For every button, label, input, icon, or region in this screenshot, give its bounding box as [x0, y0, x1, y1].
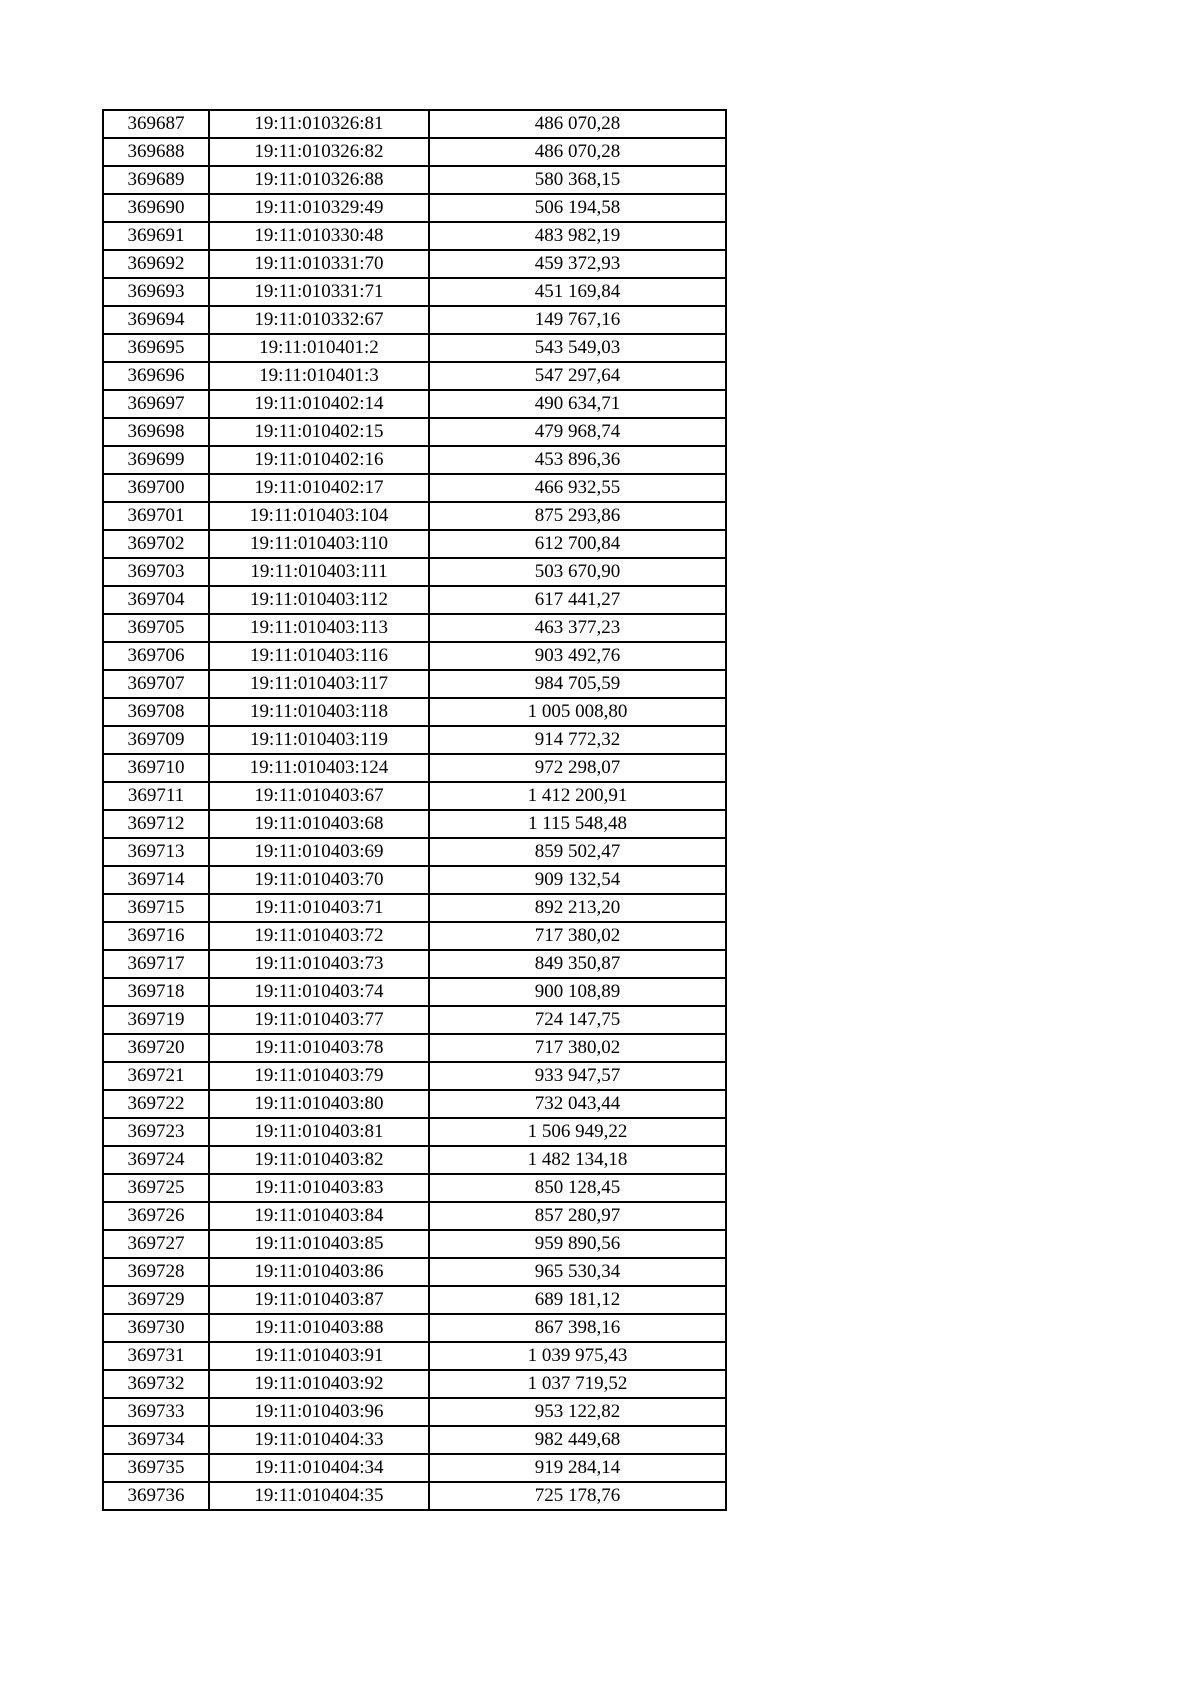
value-cell: 850 128,45 [429, 1174, 726, 1202]
row-number-cell: 369716 [103, 922, 209, 950]
row-number-cell: 369695 [103, 334, 209, 362]
table-row [103, 866, 726, 894]
table-row [103, 446, 726, 474]
cadastral-number-cell: 19:11:010403:69 [209, 838, 429, 866]
row-number-cell: 369719 [103, 1006, 209, 1034]
value-cell: 984 705,59 [429, 670, 726, 698]
row-number-cell: 369712 [103, 810, 209, 838]
table-row [103, 138, 726, 166]
row-number-cell: 369703 [103, 558, 209, 586]
value-cell: 149 767,16 [429, 306, 726, 334]
row-number-cell: 369713 [103, 838, 209, 866]
value-cell: 466 932,55 [429, 474, 726, 502]
table-row [103, 1146, 726, 1174]
row-number-cell: 369700 [103, 474, 209, 502]
table-row [103, 1202, 726, 1230]
cadastral-number-cell: 19:11:010403:72 [209, 922, 429, 950]
value-cell: 900 108,89 [429, 978, 726, 1006]
cadastral-number-cell: 19:11:010403:96 [209, 1398, 429, 1426]
cadastral-number-cell: 19:11:010403:71 [209, 894, 429, 922]
row-number-cell: 369692 [103, 250, 209, 278]
table-row [103, 1174, 726, 1202]
row-number-cell: 369735 [103, 1454, 209, 1482]
row-number-cell: 369705 [103, 614, 209, 642]
value-cell: 867 398,16 [429, 1314, 726, 1342]
table-row [103, 838, 726, 866]
value-cell: 914 772,32 [429, 726, 726, 754]
table-row [103, 1118, 726, 1146]
value-cell: 732 043,44 [429, 1090, 726, 1118]
data-table [102, 109, 727, 1511]
row-number-cell: 369710 [103, 754, 209, 782]
value-cell: 463 377,23 [429, 614, 726, 642]
row-number-cell: 369694 [103, 306, 209, 334]
cadastral-number-cell: 19:11:010403:67 [209, 782, 429, 810]
row-number-cell: 369697 [103, 390, 209, 418]
table-row [103, 390, 726, 418]
value-cell: 479 968,74 [429, 418, 726, 446]
cadastral-number-cell: 19:11:010403:87 [209, 1286, 429, 1314]
row-number-cell: 369698 [103, 418, 209, 446]
table-row [103, 1034, 726, 1062]
table-row [103, 334, 726, 362]
cadastral-number-cell: 19:11:010326:81 [209, 110, 429, 138]
cadastral-number-cell: 19:11:010403:84 [209, 1202, 429, 1230]
row-number-cell: 369725 [103, 1174, 209, 1202]
cadastral-number-cell: 19:11:010403:88 [209, 1314, 429, 1342]
table-row [103, 362, 726, 390]
value-cell: 1 482 134,18 [429, 1146, 726, 1174]
value-cell: 490 634,71 [429, 390, 726, 418]
row-number-cell: 369714 [103, 866, 209, 894]
table-row [103, 1370, 726, 1398]
value-cell: 580 368,15 [429, 166, 726, 194]
cadastral-number-cell: 19:11:010332:67 [209, 306, 429, 334]
table-row [103, 1006, 726, 1034]
table-row [103, 754, 726, 782]
cadastral-number-cell: 19:11:010403:116 [209, 642, 429, 670]
row-number-cell: 369732 [103, 1370, 209, 1398]
value-cell: 483 982,19 [429, 222, 726, 250]
value-cell: 1 037 719,52 [429, 1370, 726, 1398]
row-number-cell: 369734 [103, 1426, 209, 1454]
cadastral-number-cell: 19:11:010403:82 [209, 1146, 429, 1174]
table-row [103, 222, 726, 250]
row-number-cell: 369711 [103, 782, 209, 810]
table-row [103, 530, 726, 558]
table-row [103, 614, 726, 642]
table-row [103, 502, 726, 530]
value-cell: 725 178,76 [429, 1482, 726, 1510]
table-row [103, 558, 726, 586]
cadastral-number-cell: 19:11:010403:118 [209, 698, 429, 726]
value-cell: 717 380,02 [429, 1034, 726, 1062]
cadastral-number-cell: 19:11:010403:110 [209, 530, 429, 558]
row-number-cell: 369687 [103, 110, 209, 138]
table-row [103, 922, 726, 950]
row-number-cell: 369721 [103, 1062, 209, 1090]
table-row [103, 1230, 726, 1258]
row-number-cell: 369717 [103, 950, 209, 978]
table-row [103, 1398, 726, 1426]
table-row [103, 474, 726, 502]
cadastral-number-cell: 19:11:010331:71 [209, 278, 429, 306]
value-cell: 453 896,36 [429, 446, 726, 474]
cadastral-number-cell: 19:11:010404:33 [209, 1426, 429, 1454]
cadastral-number-cell: 19:11:010403:74 [209, 978, 429, 1006]
table-row [103, 782, 726, 810]
cadastral-number-cell: 19:11:010401:3 [209, 362, 429, 390]
table-row [103, 418, 726, 446]
cadastral-number-cell: 19:11:010403:68 [209, 810, 429, 838]
value-cell: 1 506 949,22 [429, 1118, 726, 1146]
row-number-cell: 369736 [103, 1482, 209, 1510]
value-cell: 506 194,58 [429, 194, 726, 222]
value-cell: 857 280,97 [429, 1202, 726, 1230]
value-cell: 486 070,28 [429, 138, 726, 166]
value-cell: 717 380,02 [429, 922, 726, 950]
value-cell: 1 115 548,48 [429, 810, 726, 838]
value-cell: 617 441,27 [429, 586, 726, 614]
value-cell: 1 412 200,91 [429, 782, 726, 810]
row-number-cell: 369723 [103, 1118, 209, 1146]
table-row [103, 1258, 726, 1286]
table-row [103, 166, 726, 194]
cadastral-number-cell: 19:11:010403:91 [209, 1342, 429, 1370]
table-row [103, 810, 726, 838]
table-row [103, 1482, 726, 1510]
value-cell: 909 132,54 [429, 866, 726, 894]
cadastral-number-cell: 19:11:010402:15 [209, 418, 429, 446]
value-cell: 982 449,68 [429, 1426, 726, 1454]
table-row [103, 1426, 726, 1454]
cadastral-number-cell: 19:11:010403:77 [209, 1006, 429, 1034]
cadastral-number-cell: 19:11:010403:73 [209, 950, 429, 978]
value-cell: 459 372,93 [429, 250, 726, 278]
table-row [103, 194, 726, 222]
cadastral-number-cell: 19:11:010404:34 [209, 1454, 429, 1482]
row-number-cell: 369706 [103, 642, 209, 670]
table-row [103, 950, 726, 978]
value-cell: 547 297,64 [429, 362, 726, 390]
table-row [103, 726, 726, 754]
cadastral-number-cell: 19:11:010404:35 [209, 1482, 429, 1510]
table-row [103, 110, 726, 138]
value-cell: 903 492,76 [429, 642, 726, 670]
cadastral-number-cell: 19:11:010330:48 [209, 222, 429, 250]
cadastral-number-cell: 19:11:010403:86 [209, 1258, 429, 1286]
row-number-cell: 369729 [103, 1286, 209, 1314]
cadastral-number-cell: 19:11:010329:49 [209, 194, 429, 222]
cadastral-number-cell: 19:11:010403:111 [209, 558, 429, 586]
cadastral-number-cell: 19:11:010403:81 [209, 1118, 429, 1146]
value-cell: 451 169,84 [429, 278, 726, 306]
cadastral-number-cell: 19:11:010403:119 [209, 726, 429, 754]
row-number-cell: 369708 [103, 698, 209, 726]
row-number-cell: 369733 [103, 1398, 209, 1426]
table-row [103, 586, 726, 614]
cadastral-number-cell: 19:11:010403:117 [209, 670, 429, 698]
cadastral-number-cell: 19:11:010331:70 [209, 250, 429, 278]
cadastral-number-cell: 19:11:010401:2 [209, 334, 429, 362]
table-row [103, 1090, 726, 1118]
cadastral-number-cell: 19:11:010403:113 [209, 614, 429, 642]
table-row [103, 698, 726, 726]
cadastral-number-cell: 19:11:010403:85 [209, 1230, 429, 1258]
row-number-cell: 369728 [103, 1258, 209, 1286]
row-number-cell: 369696 [103, 362, 209, 390]
cadastral-number-cell: 19:11:010403:112 [209, 586, 429, 614]
cadastral-number-cell: 19:11:010402:16 [209, 446, 429, 474]
table-row [103, 978, 726, 1006]
value-cell: 503 670,90 [429, 558, 726, 586]
row-number-cell: 369724 [103, 1146, 209, 1174]
cadastral-number-cell: 19:11:010403:80 [209, 1090, 429, 1118]
value-cell: 543 549,03 [429, 334, 726, 362]
row-number-cell: 369718 [103, 978, 209, 1006]
row-number-cell: 369690 [103, 194, 209, 222]
cadastral-number-cell: 19:11:010402:14 [209, 390, 429, 418]
row-number-cell: 369709 [103, 726, 209, 754]
value-cell: 1 039 975,43 [429, 1342, 726, 1370]
value-cell: 933 947,57 [429, 1062, 726, 1090]
row-number-cell: 369701 [103, 502, 209, 530]
row-number-cell: 369691 [103, 222, 209, 250]
cadastral-number-cell: 19:11:010326:88 [209, 166, 429, 194]
value-cell: 875 293,86 [429, 502, 726, 530]
table-row [103, 1314, 726, 1342]
table-row [103, 1454, 726, 1482]
cadastral-number-cell: 19:11:010403:70 [209, 866, 429, 894]
row-number-cell: 369720 [103, 1034, 209, 1062]
cadastral-number-cell: 19:11:010403:79 [209, 1062, 429, 1090]
table-row [103, 670, 726, 698]
value-cell: 953 122,82 [429, 1398, 726, 1426]
cadastral-number-cell: 19:11:010403:78 [209, 1034, 429, 1062]
value-cell: 612 700,84 [429, 530, 726, 558]
row-number-cell: 369730 [103, 1314, 209, 1342]
value-cell: 724 147,75 [429, 1006, 726, 1034]
table-row [103, 278, 726, 306]
row-number-cell: 369722 [103, 1090, 209, 1118]
row-number-cell: 369699 [103, 446, 209, 474]
table-row [103, 306, 726, 334]
row-number-cell: 369727 [103, 1230, 209, 1258]
table-row [103, 1286, 726, 1314]
cadastral-number-cell: 19:11:010403:92 [209, 1370, 429, 1398]
value-cell: 972 298,07 [429, 754, 726, 782]
value-cell: 1 005 008,80 [429, 698, 726, 726]
value-cell: 959 890,56 [429, 1230, 726, 1258]
row-number-cell: 369689 [103, 166, 209, 194]
value-cell: 859 502,47 [429, 838, 726, 866]
row-number-cell: 369688 [103, 138, 209, 166]
value-cell: 689 181,12 [429, 1286, 726, 1314]
cadastral-number-cell: 19:11:010403:124 [209, 754, 429, 782]
value-cell: 892 213,20 [429, 894, 726, 922]
table-row [103, 894, 726, 922]
table-row [103, 1062, 726, 1090]
value-cell: 849 350,87 [429, 950, 726, 978]
value-cell: 486 070,28 [429, 110, 726, 138]
row-number-cell: 369704 [103, 586, 209, 614]
row-number-cell: 369726 [103, 1202, 209, 1230]
row-number-cell: 369731 [103, 1342, 209, 1370]
row-number-cell: 369702 [103, 530, 209, 558]
row-number-cell: 369693 [103, 278, 209, 306]
table-body [103, 110, 726, 1510]
table-row [103, 250, 726, 278]
value-cell: 965 530,34 [429, 1258, 726, 1286]
table-row [103, 1342, 726, 1370]
row-number-cell: 369715 [103, 894, 209, 922]
cadastral-number-cell: 19:11:010403:83 [209, 1174, 429, 1202]
table-row [103, 642, 726, 670]
value-cell: 919 284,14 [429, 1454, 726, 1482]
row-number-cell: 369707 [103, 670, 209, 698]
cadastral-number-cell: 19:11:010326:82 [209, 138, 429, 166]
cadastral-number-cell: 19:11:010403:104 [209, 502, 429, 530]
cadastral-number-cell: 19:11:010402:17 [209, 474, 429, 502]
